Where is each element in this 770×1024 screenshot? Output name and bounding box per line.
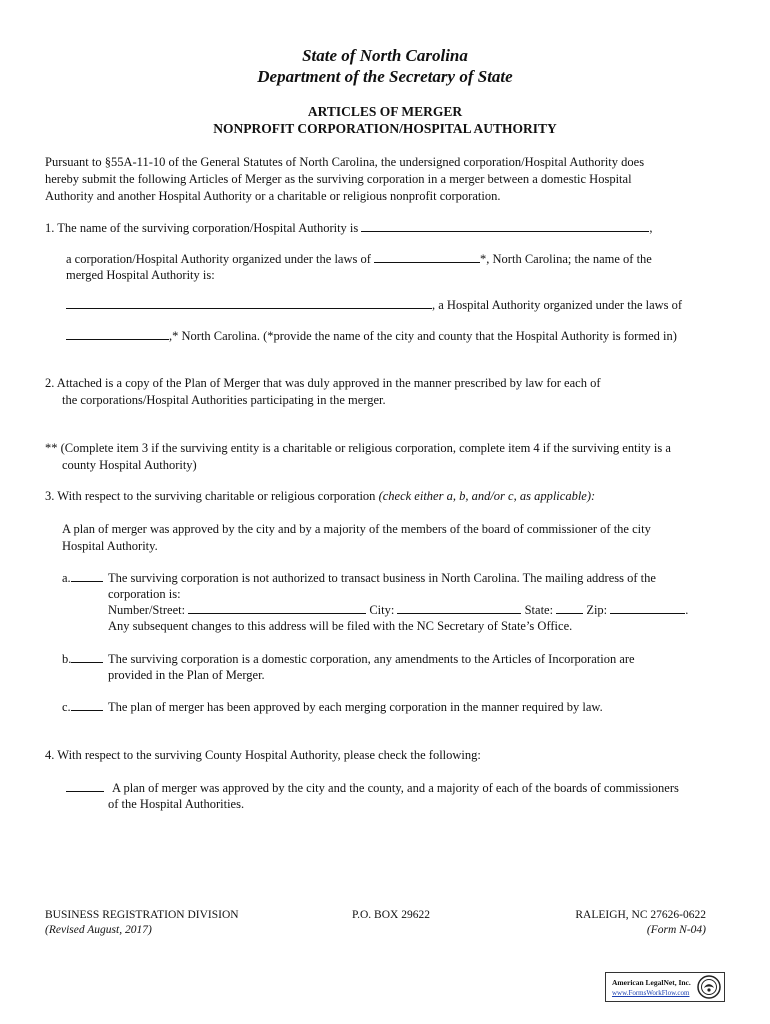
item1-text: 1. The name of the surviving corporation/Hospital Authority is xyxy=(45,221,359,235)
footer-pobox: P.O. BOX 29622 xyxy=(352,909,430,921)
item1-line: merged Hospital Authority is: xyxy=(66,268,215,282)
item4-heading: 4. With respect to the surviving County Hospital Authority, please check the following: xyxy=(45,748,481,762)
intro-line: Pursuant to §55A-11-10 of the General Statutes of North Carolina, the undersigned corporation/Hospital Authority does xyxy=(45,155,645,169)
seal-icon xyxy=(697,975,721,999)
footer-revised: (Revised August, 2017) xyxy=(45,924,152,936)
option-b-line: The surviving corporation is a domestic corporation, any amendments to the Articles of Incorporation are xyxy=(108,652,635,666)
option-c-line: The plan of merger has been approved by each merging corporation in the manner required by law. xyxy=(108,700,603,714)
doc-subtitle: NONPROFIT CORPORATION/HOSPITAL AUTHORITY xyxy=(213,121,557,136)
street-field[interactable] xyxy=(188,602,366,614)
item3-plan-line: A plan of merger was approved by the city and by a majority of the members of the board of commissioner of the city xyxy=(62,522,651,536)
option-a-line: corporation is: xyxy=(108,587,181,601)
footer-city: RALEIGH, NC 27626-0622 xyxy=(575,909,706,921)
merged-name-field[interactable] xyxy=(66,297,432,309)
option-b-line: provided in the Plan of Merger. xyxy=(108,668,265,682)
state-title: State of North Carolina xyxy=(302,46,468,65)
note-line: ** (Complete item 3 if the surviving entity is a charitable or religious corporation, complete item 4 if the surviving entity is a xyxy=(45,441,671,455)
item4-checkbox[interactable] xyxy=(66,780,104,792)
item3-heading: 3. With respect to the surviving charitable or religious corporation (check either a, b, and/or c, as applicable): xyxy=(45,489,596,503)
option-b: b. xyxy=(62,651,103,668)
city-field[interactable] xyxy=(397,602,521,614)
item1-line: a corporation/Hospital Authority organized under the laws of *, North Carolina; the name of the xyxy=(66,252,652,266)
doc-title: ARTICLES OF MERGER xyxy=(307,104,463,119)
option-a-line: Any subsequent changes to this address will be filed with the NC Secretary of State’s Office. xyxy=(108,619,573,633)
address-line: Number/Street: City: State: Zip: . xyxy=(108,603,689,617)
item1-line: 1. The name of the surviving corporation/Hospital Authority is , xyxy=(45,221,653,235)
surviving-laws-field[interactable] xyxy=(374,251,480,263)
logo-url[interactable]: www.FormsWorkFlow.com xyxy=(612,989,690,997)
option-a-checkbox[interactable] xyxy=(71,570,103,582)
department-title: Department of the Secretary of State xyxy=(257,67,513,86)
state-field[interactable] xyxy=(556,602,583,614)
item4-line: of the Hospital Authorities. xyxy=(108,797,245,811)
item3-plan-line: Hospital Authority. xyxy=(62,539,158,553)
option-c: c. xyxy=(62,699,103,716)
option-b-checkbox[interactable] xyxy=(71,651,103,663)
option-a-line: The surviving corporation is not authorized to transact business in North Carolina. The mailing address of the xyxy=(108,571,656,585)
surviving-name-field[interactable] xyxy=(361,220,649,232)
publisher-logo xyxy=(605,972,725,1002)
footer-form: (Form N-04) xyxy=(646,924,706,936)
intro-line: Authority and another Hospital Authority or a charitable or religious nonprofit corporation. xyxy=(45,189,501,203)
note-line: county Hospital Authority) xyxy=(62,458,197,472)
item2-line: the corporations/Hospital Authorities participating in the merger. xyxy=(62,393,386,407)
logo-name: American LegalNet, Inc. xyxy=(612,978,691,987)
option-c-checkbox[interactable] xyxy=(71,699,103,711)
option-a: a. xyxy=(62,570,103,587)
item4-checkbox-wrap xyxy=(66,780,104,797)
item4-line: A plan of merger was approved by the city and the county, and a majority of each of the boards of commissioners xyxy=(112,781,679,795)
intro-line: hereby submit the following Articles of Merger as the surviving corporation in a merger between a domestic Hospital xyxy=(45,172,632,186)
zip-field[interactable] xyxy=(610,602,685,614)
item2-line: 2. Attached is a copy of the Plan of Merger that was duly approved in the manner prescribed by law for each of xyxy=(45,376,601,390)
footer-division: BUSINESS REGISTRATION DIVISION xyxy=(45,909,239,921)
merged-laws-field[interactable] xyxy=(66,328,169,340)
item1-line: , a Hospital Authority organized under the laws of xyxy=(66,297,682,314)
item1-line: ,* North Carolina. (*provide the name of the city and county that the Hospital Authority is formed in) xyxy=(66,328,677,345)
